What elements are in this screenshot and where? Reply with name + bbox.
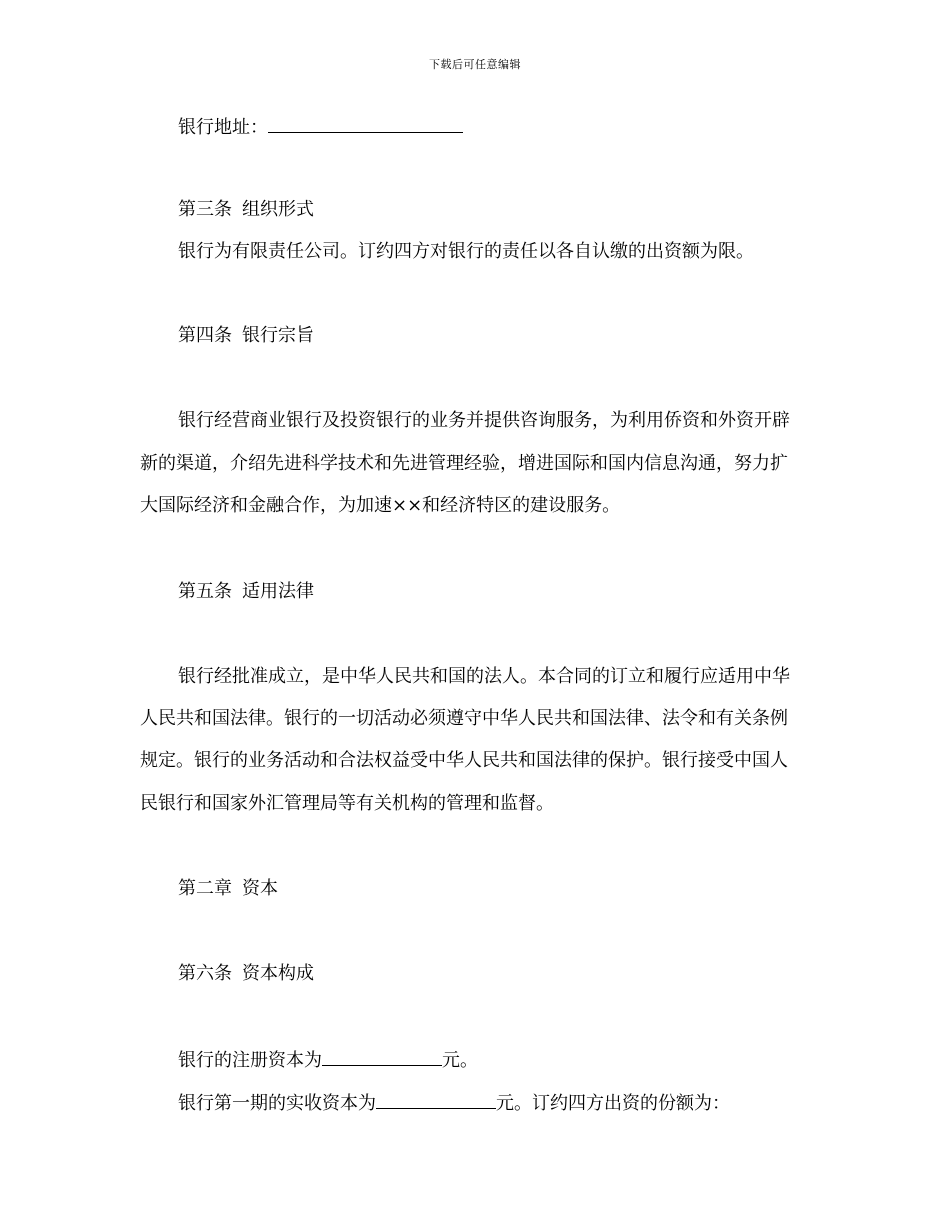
article6-number: 第六条 (178, 963, 232, 984)
article5-line-4: 民银行和国家外汇管理局等有关机构的管理和监督。 (140, 793, 554, 814)
article5-heading (178, 580, 858, 604)
article4-line-1: 银行经营商业银行及投资银行的业务并提供咨询服务，为利用侨资和外资开辟 (178, 410, 790, 431)
article4-number: 第四条 (178, 325, 232, 346)
chapter2-title: 资本 (242, 878, 278, 899)
registered-capital-prefix: 银行的注册资本为 (178, 1050, 322, 1071)
chapter2-number: 第二章 (178, 878, 232, 899)
registered-capital-suffix: 元。 (442, 1050, 478, 1071)
article6-heading (178, 962, 858, 986)
article5-title: 适用法律 (242, 581, 314, 602)
article4-line-3: 大国际经济和金融合作，为加速××和经济特区的建设服务。 (140, 495, 621, 516)
article6-title: 资本构成 (242, 963, 314, 984)
article3-body: 银行为有限责任公司。订约四方对银行的责任以各自认缴的出资额为限。 (178, 241, 754, 262)
article5-line-3: 规定。银行的业务活动和合法权益受中华人民共和国法律的保护。银行接受中国人 (140, 750, 788, 771)
article3-title: 组织形式 (242, 199, 314, 220)
paid-capital-prefix: 银行第一期的实收资本为 (178, 1093, 376, 1114)
page-header: 下载后可任意编辑 (429, 58, 521, 71)
bank-address-blank (268, 114, 463, 133)
registered-capital-line (178, 1047, 858, 1073)
paid-capital-blank (376, 1090, 496, 1109)
bank-address-line (178, 114, 858, 140)
bank-address-label: 银行地址： (178, 117, 268, 138)
article3-number: 第三条 (178, 199, 232, 220)
article4-title: 银行宗旨 (242, 325, 314, 346)
article5-line-2: 人民共和国法律。银行的一切活动必须遵守中华人民共和国法律、法令和有关条例 (140, 708, 788, 729)
paid-capital-line (178, 1090, 858, 1116)
article4-heading (178, 324, 858, 348)
article5-line-1: 银行经批准成立，是中华人民共和国的法人。本合同的订立和履行应适用中华 (178, 666, 790, 687)
article4-line-2: 新的渠道，介绍先进科学技术和先进管理经验，增进国际和国内信息沟通，努力扩 (140, 453, 788, 474)
paid-capital-suffix: 元。订约四方出资的份额为： (496, 1093, 730, 1114)
article3-heading (178, 198, 858, 222)
chapter2-heading (178, 877, 858, 901)
article5-number: 第五条 (178, 581, 232, 602)
registered-capital-blank (322, 1047, 442, 1066)
